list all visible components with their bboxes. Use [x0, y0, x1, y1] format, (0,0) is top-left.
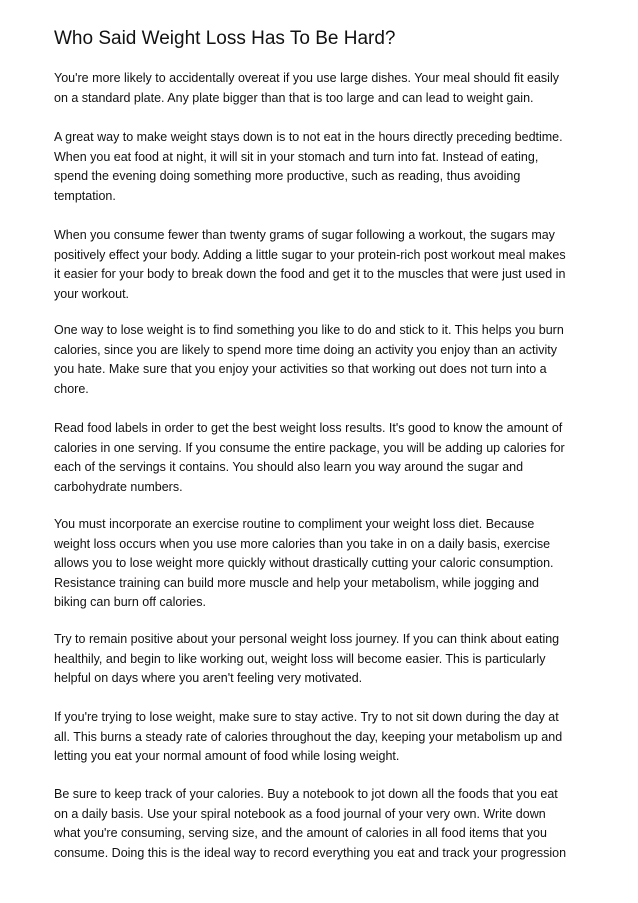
paragraph-line: healthily, and begin to like working out, weight loss will become easier. This is particularly: [54, 651, 546, 666]
paragraph-line: helpful on days where you aren't feeling very motivated.: [54, 671, 363, 685]
paragraph-line: carbohydrate numbers.: [54, 479, 183, 494]
paragraph-sugar: [54, 226, 594, 304]
paragraph-exercise: [54, 515, 594, 613]
paragraph-line: chore.: [54, 381, 89, 396]
paragraph-calories: [54, 785, 594, 863]
paragraph-line: Be sure to keep track of your calories. Buy a notebook to jot down all the foods that you eat: [54, 787, 558, 801]
paragraph-line: One way to lose weight is to find something you like to do and stick to it. This helps you burn: [54, 323, 564, 337]
paragraph-positive: [54, 630, 594, 689]
paragraph-line: allows you to lose weight more quickly without drastically cutting your caloric consumption.: [54, 556, 554, 570]
paragraph-line: it easier for your body to break down the food and get it to the muscles that were just used in: [54, 267, 566, 281]
paragraph-line: on a standard plate. Any plate bigger than that is too large and can lead to weight gain.: [54, 90, 534, 105]
paragraph-activity: [54, 321, 594, 399]
paragraph-bedtime: [54, 128, 594, 206]
paragraph-line: A great way to make weight stays down is to not eat in the hours directly preceding bedtime.: [54, 130, 563, 144]
paragraph-line: When you consume fewer than twenty grams of sugar following a workout, the sugars may: [54, 228, 555, 242]
paragraph-line: If you're trying to lose weight, make sure to stay active. Try to not sit down during the day at: [54, 710, 559, 724]
paragraph-stay-active: [54, 708, 594, 767]
paragraph-line: each of the servings it contains. You should also learn you way around the sugar and: [54, 460, 524, 474]
paragraph-line: Try to remain positive about your personal weight loss journey. If you can think about eating: [54, 632, 560, 646]
paragraph-line: When you eat food at night, it will sit in your stomach and turn into fat. Instead of eating,: [54, 149, 539, 164]
paragraph-line: calories, since you are likely to spend more time doing an activity you enjoy than an activity: [54, 342, 558, 357]
paragraph-line: positively effect your body. Adding a little sugar to your protein-rich post workout meal makes: [54, 247, 566, 262]
document-title: Who Said Weight Loss Has To Be Hard?: [54, 28, 396, 49]
paragraph-line: you hate. Make sure that you enjoy your activities so that working out does not turn into a: [54, 362, 547, 376]
paragraph-line: Read food labels in order to get the best weight loss results. It's good to know the amount of: [54, 421, 563, 435]
paragraph-line: Resistance training can build more muscle and help your metabolism, while jogging and: [54, 575, 539, 590]
paragraph-line: weight loss occurs when you use more calories than you take in on a daily basis, exercise: [54, 536, 551, 551]
paragraph-line: on a daily basis. Use your spiral notebook as a food journal of your very own. Write down: [54, 806, 546, 821]
paragraph-line: all. This burns a steady rate of calories throughout the day, keeping your metabolism up and: [54, 729, 563, 744]
paragraph-line: biking can burn off calories.: [54, 595, 206, 609]
paragraph-line: You must incorporate an exercise routine to compliment your weight loss diet. Because: [54, 517, 535, 531]
paragraph-line: calories in one serving. If you consume the entire package, you will be adding up calories for: [54, 440, 565, 455]
paragraph-line: consume. Doing this is the ideal way to record everything you eat and track your progression: [54, 845, 567, 860]
paragraph-line: your workout.: [54, 286, 130, 301]
paragraph-line: You're more likely to accidentally overeat if you use large dishes. Your meal should fit easily: [54, 71, 559, 85]
paragraph-food-labels: [54, 419, 594, 497]
paragraph-line: what you're consuming, serving size, and the amount of calories in all food items that you: [54, 826, 547, 840]
paragraph-line: temptation.: [54, 188, 116, 203]
paragraph-line: letting you eat your normal amount of food while losing weight.: [54, 749, 400, 763]
paragraph-line: spend the evening doing something more productive, such as reading, thus avoiding: [54, 169, 521, 183]
paragraph-dishes: [54, 69, 594, 108]
